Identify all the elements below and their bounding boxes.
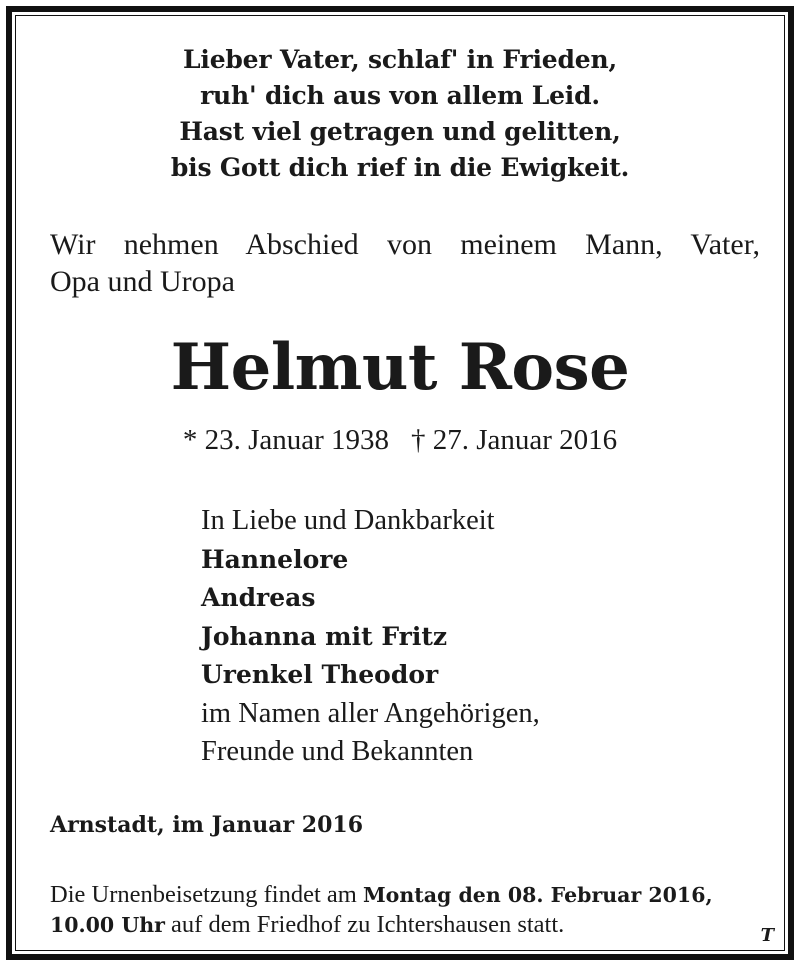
funeral-notice [50,880,713,940]
notice-text-1: Die Urnenbeisetzung findet am [50,881,363,908]
intro-line-2: Opa und Uropa [50,265,235,298]
verse-line-3: Hast viel getragen und gelitten, [179,117,621,146]
deceased-name: Helmut Rose [170,330,630,405]
verse-line-2: ruh' dich aus von allem Leid. [200,81,600,110]
signer-name: Urenkel Theodor [201,660,439,689]
intro-line-1: Wir nehmen Abschied von meinem Mann, Vater, [50,228,760,261]
obituary-frame [6,6,794,960]
farewell-intro [50,226,760,300]
signers-opening: In Liebe und Dankbarkeit [201,505,495,536]
signers-closing-2: Freunde und Bekannten [201,736,474,767]
notice-date: Montag den 08. Februar 2016, [362,883,713,907]
signers-block [201,502,540,772]
place-date: Arnstadt, im Januar 2016 [50,812,364,838]
verse-line-1: Lieber Vater, schlaf' in Frieden, [183,45,617,74]
notice-text-2: auf dem Friedhof zu Ichtershausen statt. [164,911,565,938]
signer-name: Andreas [201,583,316,612]
verse-line-4: bis Gott dich rief in die Ewigkeit. [170,153,630,182]
signers-closing-1: im Namen aller Angehörigen, [201,697,540,729]
notice-time: 10.00 Uhr [50,913,165,937]
death-date: † 27. Januar 2016 [411,424,618,456]
birth-date: * 23. Januar 1938 [182,424,389,456]
life-dates [12,422,788,458]
signer-name: Johanna mit Fritz [201,621,448,651]
publisher-mark: T [760,925,774,946]
signer-name: Hannelore [201,544,349,574]
memorial-verse [12,42,788,186]
